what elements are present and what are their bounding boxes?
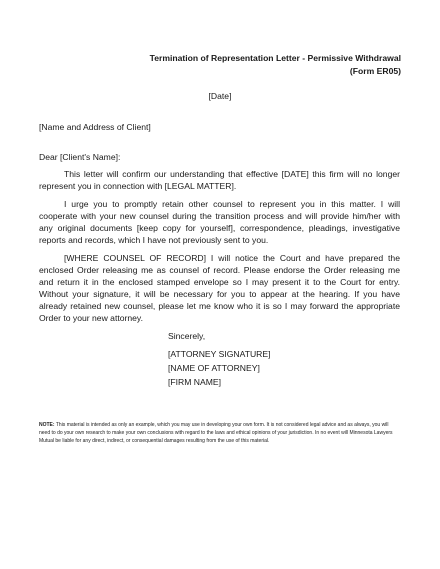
- paragraph-confirmation-text: This letter will confirm our understanding that effective [DATE] this firm will no longer represent you in connection with [LEGAL MATTER].: [39, 169, 400, 191]
- note-label: NOTE:: [39, 422, 55, 428]
- form-number: (Form ER05): [349, 66, 401, 76]
- firm-name: [FIRM NAME]: [168, 377, 221, 387]
- attorney-name: [NAME OF ATTORNEY]: [168, 363, 260, 373]
- recipient-address: [Name and Address of Client]: [39, 122, 151, 132]
- document-title: Termination of Representation Letter - Permissive Withdrawal: [149, 53, 401, 63]
- paragraph-counsel-of-record: [39, 252, 400, 324]
- attorney-signature: [ATTORNEY SIGNATURE]: [168, 349, 271, 359]
- note-text: This material is intended as only an example, which you may use in developing your own form. It is not considered legal advice and as always, you will need to do your own research to make your own conclusions with regard to the laws and ethical opinions of your jurisdiction. In no event will Minnesota Lawyers Mutual be liable for any direct, indirect, or consequential damages resulting from the use of this material.: [39, 422, 393, 444]
- paragraph-confirmation: [39, 168, 400, 192]
- paragraph-counsel-of-record-text: [WHERE COUNSEL OF RECORD] I will notice the Court and have prepared the enclosed Order releasing me as counsel of record. Please endorse the Order releasing me and return it in the enclosed stamped envelope so I may present it to the Court for entry. Without your signature, it will be necessary for you to appear at the hearing. If you have already retained new counsel, please let me know who it is so I may forward the appropriate Order to your new attorney.: [39, 253, 400, 323]
- paragraph-retain-counsel-text: I urge you to promptly retain other counsel to represent you in this matter. I will cooperate with your new counsel during the transition process and will provide him/her with any original documents [keep copy for yourself], correspondence, pleadings, investigative reports and records, which I have not previously sent to you.: [39, 199, 400, 245]
- date-placeholder: [Date]: [208, 91, 232, 101]
- disclaimer-note: [39, 421, 401, 445]
- closing: Sincerely,: [168, 331, 206, 341]
- paragraph-retain-counsel: [39, 198, 400, 246]
- salutation: Dear [Client's Name]:: [39, 152, 121, 162]
